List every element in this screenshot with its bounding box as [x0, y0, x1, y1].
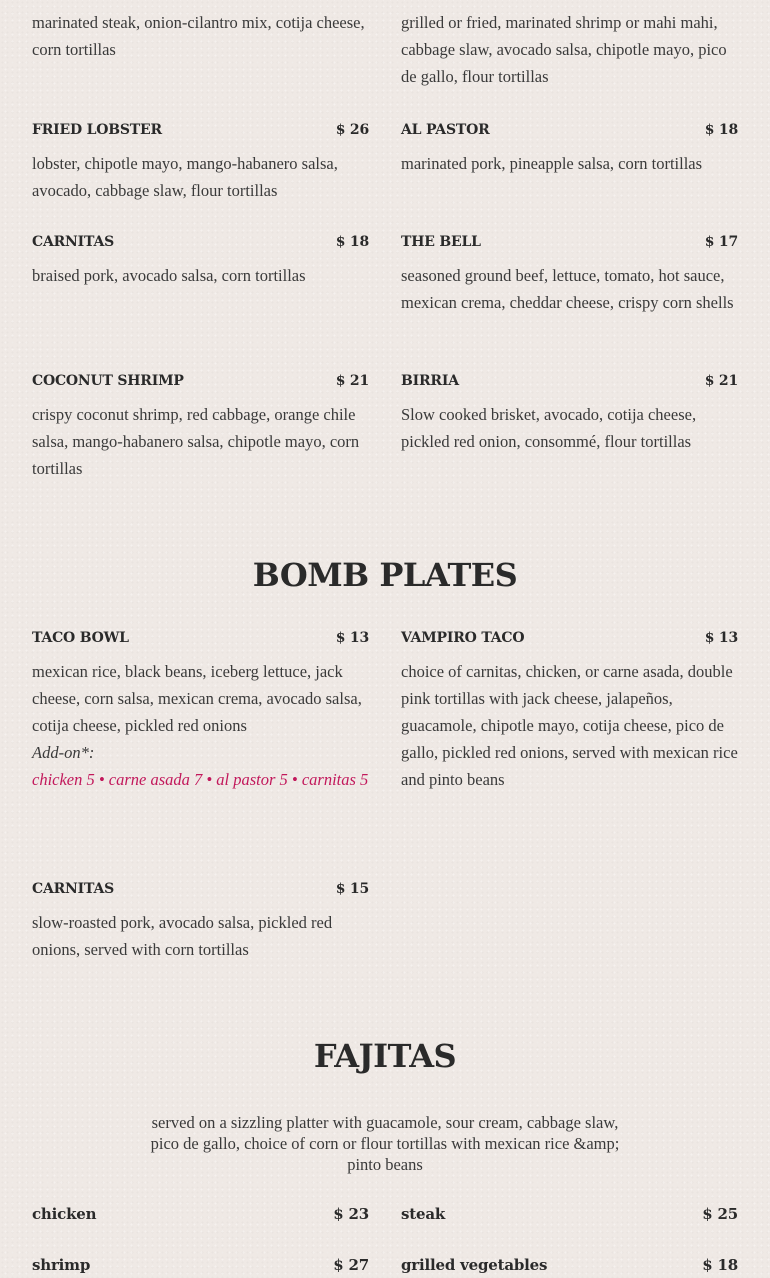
fajitas-row-2: [32, 1256, 738, 1278]
item-price: $ 23: [333, 1205, 369, 1223]
section-title-fajitas: FAJITAS: [313, 1037, 457, 1075]
item-price: $ 21: [335, 373, 369, 389]
menu-item: [401, 1205, 738, 1227]
item-name: shrimp: [32, 1256, 91, 1274]
menu-item: [32, 234, 369, 316]
item-name: BIRRIA: [401, 373, 459, 389]
top-partial-row: [32, 9, 738, 90]
item-description: seasoned ground beef, lettuce, tomato, hot sauce, mexican crema, cheddar cheese, crispy corn shells: [401, 266, 734, 312]
item-name: chicken: [32, 1205, 97, 1223]
item-description: braised pork, avocado salsa, corn tortillas: [32, 266, 306, 285]
item-description: mexican rice, black beans, iceberg lettuce, jack cheese, corn salsa, mexican crema, avocado salsa, cotija cheese, pickled red onions: [32, 662, 362, 735]
item-price: $ 18: [704, 122, 738, 138]
item-name: FRIED LOBSTER: [32, 122, 162, 138]
item-price: $ 26: [335, 122, 369, 138]
item-name: CARNITAS: [32, 881, 115, 897]
item-description: grilled or fried, marinated shrimp or mahi mahi, cabbage slaw, avocado salsa, chipotle mayo, pico de gallo, flour tortillas: [401, 13, 727, 86]
item-name: TACO BOWL: [32, 630, 129, 646]
item-description: Slow cooked brisket, avocado, cotija cheese, pickled red onion, consommé, flour tortillas: [401, 405, 697, 451]
menu-item: [32, 122, 369, 204]
item-description: crispy coconut shrimp, red cabbage, orange chile salsa, mango-habanero salsa, chipotle mayo, corn tortillas: [32, 405, 360, 478]
menu-item: [32, 630, 369, 793]
item-name: steak: [401, 1205, 446, 1223]
section-subtitle-fajitas: served on a sizzling platter with guacamole, sour cream, cabbage slaw, pico de gallo, choice of corn or flour tortillas with mexican rice &amp; pinto beans: [150, 1113, 620, 1174]
item-price: $ 25: [702, 1205, 738, 1223]
taco-row-1: [32, 122, 738, 204]
fajitas-row-1: [32, 1205, 738, 1227]
item-name: COCONUT SHRIMP: [32, 373, 184, 389]
item-price: $ 13: [704, 630, 738, 646]
menu-item: [401, 1256, 738, 1278]
item-name: AL PASTOR: [401, 122, 490, 138]
addon-options: chicken 5 • carne asada 7 • al pastor 5 • carnitas 5: [32, 770, 369, 789]
menu-item: [32, 881, 369, 963]
menu-item: [401, 373, 738, 482]
taco-row-3: [32, 373, 738, 482]
menu-item: [401, 122, 738, 204]
item-price: $ 18: [335, 234, 369, 250]
item-description: lobster, chipotle mayo, mango-habanero salsa, avocado, cabbage slaw, flour tortillas: [32, 154, 338, 200]
item-price: $ 15: [335, 881, 369, 897]
item-name: CARNITAS: [32, 234, 115, 250]
item-price: $ 13: [335, 630, 369, 646]
item-price: $ 17: [704, 234, 738, 250]
menu-item: [32, 373, 369, 482]
menu-item: [32, 1256, 369, 1278]
item-price: $ 27: [333, 1256, 369, 1274]
item-price: $ 18: [702, 1256, 738, 1274]
item-description: choice of carnitas, chicken, or carne asada, double pink tortillas with jack cheese, jalapeños, guacamole, chipotle mayo, cotija cheese, pico de gallo, pickled red onions, served with mexican rice and pinto beans: [401, 662, 738, 789]
item-description: slow-roasted pork, avocado salsa, pickled red onions, served with corn tortillas: [32, 913, 333, 959]
menu-item: [401, 234, 738, 316]
item-name: THE BELL: [401, 234, 481, 250]
menu-item: [401, 630, 738, 793]
bomb-plates-row-1: [32, 630, 738, 793]
item-description: marinated pork, pineapple salsa, corn tortillas: [401, 154, 703, 173]
addon-label: Add-on*:: [32, 743, 95, 762]
item-name: grilled vegetables: [401, 1256, 548, 1274]
taco-row-2: [32, 234, 738, 316]
item-name: VAMPIRO TACO: [401, 630, 525, 646]
menu-item: [32, 1205, 369, 1227]
section-title-bomb-plates: BOMB PLATES: [252, 556, 518, 594]
bomb-plates-row-2: [32, 881, 738, 963]
item-description: marinated steak, onion-cilantro mix, cotija cheese, corn tortillas: [32, 13, 365, 59]
item-price: $ 21: [704, 373, 738, 389]
